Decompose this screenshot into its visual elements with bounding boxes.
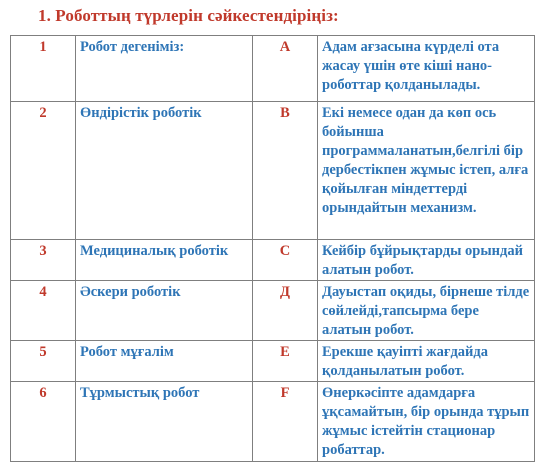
page-title: 1. Роботтың түрлерін сәйкестендіріңіз: <box>38 6 339 25</box>
robot-term: Өндірістік роботік <box>76 102 253 240</box>
table-row <box>11 382 535 462</box>
matching-table <box>10 35 535 462</box>
definition-letter: C <box>253 240 318 281</box>
definition-letter: B <box>253 102 318 240</box>
robot-term: Тұрмыстық робот <box>76 382 253 462</box>
definition-letter: E <box>253 341 318 382</box>
robot-definition: Ерекше қауіпті жағдайда қолданылатын робот. <box>318 341 535 382</box>
row-number: 3 <box>11 240 76 281</box>
robot-definition: Адам ағзасына күрделі ота жасау үшін өте кіші нано-роботтар қолданылады. <box>318 36 535 102</box>
robot-definition: Екі немесе одан да көп ось бойынша программаланатын,белгілі бір дербестікпен жұмыс істеп, алға қойылған міндеттерді орындайтын механизм. <box>318 102 535 240</box>
table-row <box>11 102 535 240</box>
robot-term: Медициналық роботік <box>76 240 253 281</box>
table-row <box>11 240 535 281</box>
row-number: 5 <box>11 341 76 382</box>
definition-letter: Д <box>253 281 318 341</box>
row-number: 6 <box>11 382 76 462</box>
definition-letter: F <box>253 382 318 462</box>
table-row <box>11 281 535 341</box>
table-row <box>11 36 535 102</box>
row-number: 1 <box>11 36 76 102</box>
robot-term: Робот дегеніміз: <box>76 36 253 102</box>
row-number: 2 <box>11 102 76 240</box>
definition-letter: A <box>253 36 318 102</box>
row-number: 4 <box>11 281 76 341</box>
robot-term: Әскери роботік <box>76 281 253 341</box>
robot-definition: Кейбір бұйрықтарды орындай алатын робот. <box>318 240 535 281</box>
table-row <box>11 341 535 382</box>
robot-definition: Өнеркәсіпте адамдарға ұқсамайтын, бір орында тұрып жұмыс істейтін стационар робаттар. <box>318 382 535 462</box>
robot-term: Робот мұғалім <box>76 341 253 382</box>
robot-definition: Дауыстап оқиды, бірнеше тілде сөйлейді,тапсырма бере алатын робот. <box>318 281 535 341</box>
